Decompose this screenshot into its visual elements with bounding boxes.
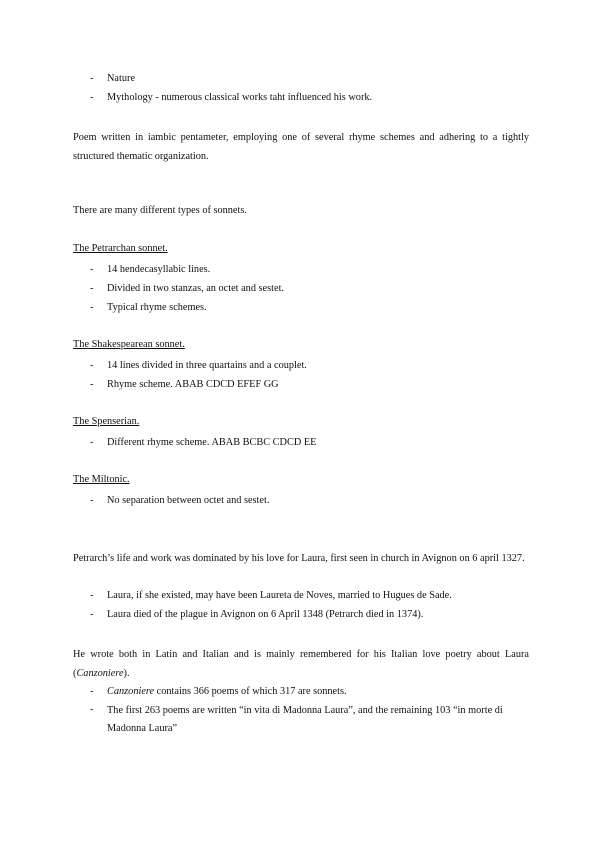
bullet-dash: - [90, 609, 94, 620]
list-item-text: Typical rhyme schemes. [107, 302, 207, 313]
list-item-text: The first 263 poems are written “in vita di Madonna Laura”, and the remaining 103 “in morte di Madonna Laura” [107, 705, 503, 734]
italic-title: Canzoniere [76, 668, 124, 679]
bullet-dash: - [90, 495, 94, 506]
heading-miltonic: The Miltonic. [73, 474, 130, 485]
list-item-text: No separation between octet and sestet. [107, 495, 270, 506]
list-item-text: Rhyme scheme. ABAB CDCD EFEF GG [107, 379, 279, 390]
bullet-dash: - [90, 360, 94, 371]
list-item-rest: contains 366 poems of which 317 are sonnets. [154, 686, 347, 697]
list-item-text: Mythology - numerous classical works taht influenced his work. [107, 92, 373, 103]
list-item-text: Different rhyme scheme. ABAB BCBC CDCD EE [107, 437, 317, 448]
paragraph-petrarch-life: Petrarch’s life and work was dominated by his love for Laura, first seen in church in Avignon on 6 april 1327. [73, 553, 525, 564]
bullet-dash: - [90, 283, 94, 294]
list-item-text: 14 hendecasyllabic lines. [107, 264, 211, 275]
list-item-text: Divided in two stanzas, an octet and sestet. [107, 283, 285, 294]
list-item-text [107, 684, 347, 700]
list-item-text: 14 lines divided in three quartains and a couplet. [107, 360, 307, 371]
list-item-text: Laura died of the plague in Avignon on 6 April 1348 (Petrarch died in 1374). [107, 609, 424, 620]
heading-shakespearean: The Shakespearean sonnet. [73, 339, 185, 350]
bullet-dash: - [90, 437, 94, 448]
paragraph-sonnet-definition: Poem written in iambic pentameter, employing one of several rhyme schemes and adhering to a tightly structured thematic organization. [73, 132, 529, 162]
bullet-dash: - [90, 302, 94, 313]
bullet-dash: - [90, 379, 94, 390]
italic-title: Canzoniere [107, 686, 155, 697]
heading-petrarchan: The Petrarchan sonnet. [73, 243, 168, 254]
bullet-dash: - [90, 686, 94, 697]
paragraph-text: He wrote both in Latin and Italian and is mainly remembered for his Italian love poetry about Laura ( [73, 649, 529, 679]
paragraph-end: ). [123, 668, 130, 679]
heading-spenserian: The Spenserian. [73, 416, 140, 427]
paragraph-types-intro: There are many different types of sonnets. [73, 205, 247, 216]
paragraph-latin-italian [73, 645, 529, 683]
bullet-dash: - [90, 92, 94, 103]
list-item-text: Laura, if she existed, may have been Laureta de Noves, married to Hugues de Sade. [107, 590, 452, 601]
bullet-dash: - [90, 73, 94, 84]
bullet-dash: - [90, 264, 94, 275]
bullet-dash: - [90, 704, 94, 715]
list-item-text: Nature [107, 73, 136, 84]
bullet-dash: - [90, 590, 94, 601]
